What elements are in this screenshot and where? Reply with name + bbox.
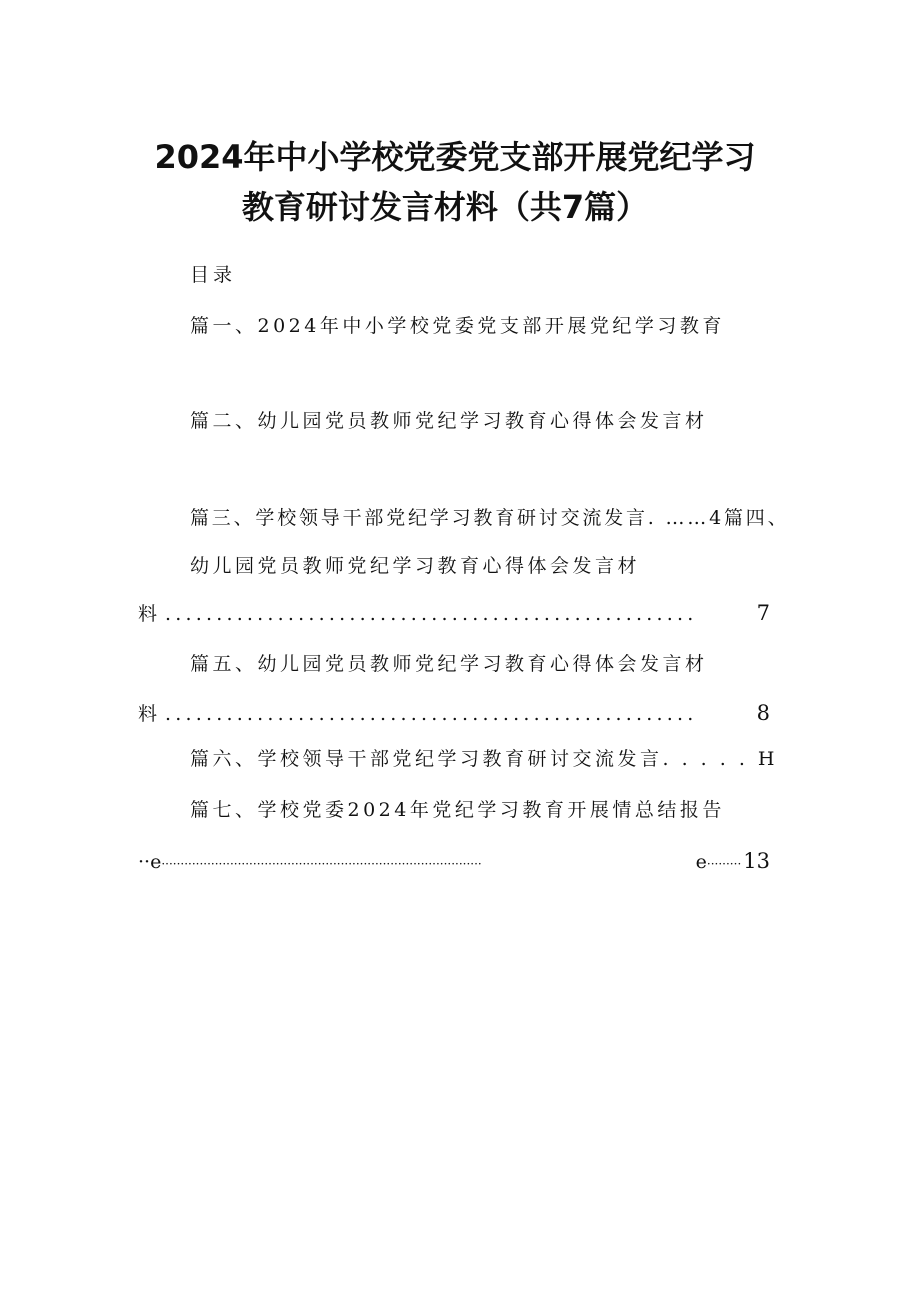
toc-entry-5-page: 8 bbox=[756, 701, 770, 725]
toc-entry-7-mid: e bbox=[695, 851, 707, 873]
toc-entry-7-leader: ···················································································· bbox=[161, 857, 482, 871]
toc-entry-5-leader: .................................................... bbox=[165, 703, 698, 725]
toc-entry-4-page: 7 bbox=[756, 601, 770, 625]
toc-entry-6: 篇六、学校领导干部党纪学习教育研讨交流发言. . . . . H bbox=[190, 748, 778, 770]
toc-entry-4-label: 料 bbox=[138, 603, 158, 625]
toc-entry-4-leader: .................................................... bbox=[165, 603, 698, 625]
toc-entry-1: 篇一、2024年中小学校党委党支部开展党纪学习教育 bbox=[190, 315, 725, 337]
toc-entry-5-line-1: 篇五、幼儿园党员教师党纪学习教育心得体会发言材 bbox=[190, 653, 708, 675]
toc-entry-7-page: 13 bbox=[743, 849, 770, 873]
document-title-line-1: 2024年中小学校党委党支部开展党纪学习 bbox=[154, 138, 756, 176]
toc-entry-7-line-1: 篇七、学校党委2024年党纪学习教育开展情总结报告 bbox=[190, 799, 725, 821]
toc-entry-7-leader-2: ········· bbox=[706, 857, 742, 871]
toc-entry-7-start: ··e bbox=[138, 851, 162, 873]
toc-entry-5-line-2 bbox=[138, 700, 770, 727]
toc-entry-7-line-2 bbox=[138, 848, 770, 877]
toc-entry-2: 篇二、幼儿园党员教师党纪学习教育心得体会发言材 bbox=[190, 410, 708, 432]
toc-entry-3: 篇三、学校领导干部党纪学习教育研讨交流发言. ……4篇四、 bbox=[190, 507, 790, 529]
toc-entry-4-line-2 bbox=[138, 600, 770, 627]
toc-entry-5-label: 料 bbox=[138, 703, 158, 725]
document-title-line-2: 教育研讨发言材料（共7篇） bbox=[241, 188, 649, 226]
toc-heading: 目录 bbox=[190, 264, 237, 286]
toc-entry-4-line-1: 幼儿园党员教师党纪学习教育心得体会发言材 bbox=[190, 555, 641, 577]
